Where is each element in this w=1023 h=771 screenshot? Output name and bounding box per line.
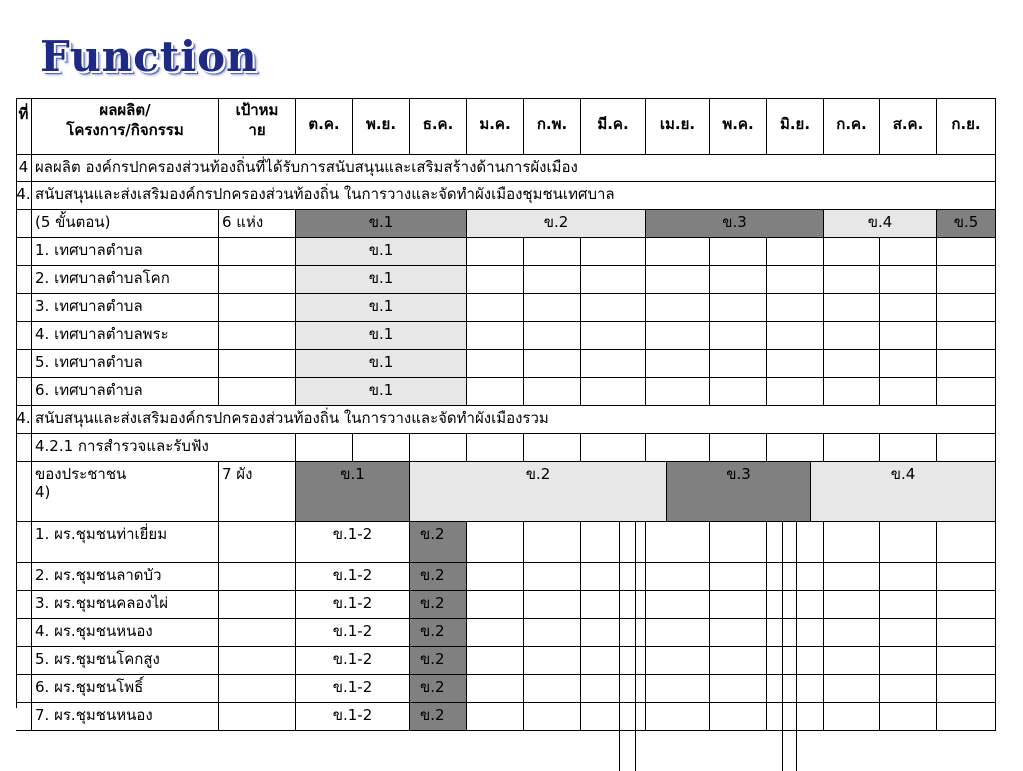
phase-bar: ข.2 [410, 675, 467, 703]
activity-label: 7. ผร.ชุมชนหนอง [32, 703, 219, 731]
target-value [219, 238, 296, 266]
month-cell [467, 563, 524, 591]
month-cell [710, 703, 767, 731]
month-cell [467, 238, 524, 266]
row-no [16, 563, 32, 591]
month-cell [646, 238, 710, 266]
month-cell [710, 563, 767, 591]
month-cell [467, 675, 524, 703]
month-cell [467, 294, 524, 322]
header-month: มิ.ย. [767, 98, 824, 155]
row-no [16, 378, 32, 406]
section-no: 4. [16, 182, 32, 210]
month-cell [767, 238, 824, 266]
target-value [219, 522, 296, 563]
month-cell [710, 647, 767, 675]
month-cell [937, 591, 996, 619]
activity-label: (5 ขั้นตอน) [32, 210, 219, 238]
month-cell [467, 378, 524, 406]
month-cell [646, 350, 710, 378]
header-month: พ.ย. [353, 98, 410, 155]
phase-bar: ข.5 [937, 210, 996, 238]
header-month: ต.ค. [296, 98, 353, 155]
month-cell [937, 434, 996, 462]
month-cell [467, 322, 524, 350]
month-cell [467, 619, 524, 647]
row-no [16, 591, 32, 619]
month-cell [467, 591, 524, 619]
phase-bar: ข.3 [646, 210, 824, 238]
month-cell [880, 294, 937, 322]
month-cell [581, 294, 646, 322]
phase-bar: ข.1 [296, 210, 467, 238]
row-no [16, 675, 32, 703]
phase-bar: ข.2 [467, 210, 646, 238]
month-cell [880, 434, 937, 462]
month-cell [581, 703, 646, 731]
header-month: เม.ย. [646, 98, 710, 155]
phase-bar: ข.2 [410, 647, 467, 675]
month-cell [937, 522, 996, 563]
section-activity-title: สนับสนุนและส่งเสริมองค์กรปกครองส่วนท้องถิ่น ในการวางและจัดทำผังเมืองรวม [32, 406, 996, 434]
phase-bar: ข.2 [410, 619, 467, 647]
month-cell [581, 378, 646, 406]
month-cell [581, 675, 646, 703]
month-cell [646, 378, 710, 406]
target-value [219, 266, 296, 294]
header-output-line2: โครงการ/กิจกรรม [66, 121, 184, 139]
activity-label: 6. เทศบาลตำบล [32, 378, 219, 406]
header-month: ก.ค. [824, 98, 880, 155]
activity-label: 5. เทศบาลตำบล [32, 350, 219, 378]
activity-label: 6. ผร.ชุมชนโพธิ์ [32, 675, 219, 703]
month-cell [646, 619, 710, 647]
month-cell [646, 522, 710, 563]
month-cell [710, 591, 767, 619]
phase-cell: ข.1-2 [296, 703, 410, 731]
month-cell [524, 591, 581, 619]
phase-bar: ข.2 [410, 563, 467, 591]
month-cell [581, 238, 646, 266]
month-cell [767, 294, 824, 322]
phase-bar: ข.1 [296, 322, 467, 350]
phase-bar: ข.2 [410, 522, 467, 563]
month-cell [824, 563, 880, 591]
month-cell [524, 647, 581, 675]
month-cell [524, 434, 581, 462]
month-cell [824, 322, 880, 350]
month-cell [581, 647, 646, 675]
row-no [16, 294, 32, 322]
target-value [219, 647, 296, 675]
section-no: 4 [16, 155, 32, 182]
month-cell [880, 350, 937, 378]
activity-label: 4.2.1 การสำรวจและรับฟัง [32, 434, 296, 462]
phase-cell: ข.1-2 [296, 675, 410, 703]
target-value [219, 563, 296, 591]
month-cell [524, 675, 581, 703]
header-target [219, 98, 296, 155]
header-month: ส.ค. [880, 98, 937, 155]
row-no [16, 238, 32, 266]
row-no [16, 350, 32, 378]
phase-cell: ข.1-2 [296, 591, 410, 619]
activity-label [32, 462, 219, 522]
row-no [16, 619, 32, 647]
month-cell [710, 434, 767, 462]
month-cell [937, 294, 996, 322]
month-cell [824, 675, 880, 703]
month-cell [710, 350, 767, 378]
month-cell [353, 434, 410, 462]
month-cell [937, 322, 996, 350]
activity-label: 1. ผร.ชุมชนท่าเยี่ยม [32, 522, 219, 563]
phase-bar: ข.1 [296, 266, 467, 294]
phase-bar: ข.2 [410, 591, 467, 619]
month-cell [937, 563, 996, 591]
week-divider-line [635, 522, 636, 771]
month-cell [710, 378, 767, 406]
month-cell [880, 378, 937, 406]
month-cell [467, 434, 524, 462]
header-month: ก.พ. [524, 98, 581, 155]
month-cell [824, 434, 880, 462]
phase-bar: ข.2 [410, 462, 667, 522]
people-row-label-line2: 4) [35, 483, 51, 501]
month-cell [937, 703, 996, 731]
month-cell [410, 434, 467, 462]
month-cell [467, 703, 524, 731]
month-cell [524, 350, 581, 378]
activity-label: 2. เทศบาลตำบลโคก [32, 266, 219, 294]
month-cell [524, 294, 581, 322]
month-cell [581, 350, 646, 378]
month-cell [880, 266, 937, 294]
month-cell [646, 703, 710, 731]
month-cell [710, 675, 767, 703]
header-month: ม.ค. [467, 98, 524, 155]
target-value: 6 แห่ง [219, 210, 296, 238]
section-activity-title: สนับสนุนและส่งเสริมองค์กรปกครองส่วนท้องถิ่น ในการวางและจัดทำผังเมืองชุมชนเทศบาล [32, 182, 996, 210]
row-no [16, 522, 32, 563]
header-target-line2: าย [248, 121, 266, 139]
header-month: ก.ย. [937, 98, 996, 155]
row-no [16, 322, 32, 350]
phase-cell: ข.1-2 [296, 563, 410, 591]
phase-bar: ข.3 [667, 462, 811, 522]
phase-bar: ข.4 [824, 210, 937, 238]
phase-bar: ข.1 [296, 350, 467, 378]
month-cell [710, 522, 767, 563]
month-cell [646, 591, 710, 619]
month-cell [710, 294, 767, 322]
month-cell [937, 266, 996, 294]
month-cell [524, 703, 581, 731]
month-cell [824, 647, 880, 675]
row-no [16, 647, 32, 675]
page-title: Function [40, 32, 258, 81]
schedule-table [16, 98, 996, 724]
month-cell [710, 322, 767, 350]
phase-bar: ข.1 [296, 238, 467, 266]
week-divider-line [619, 522, 620, 771]
month-cell [710, 266, 767, 294]
month-cell [880, 675, 937, 703]
month-cell [581, 322, 646, 350]
month-cell [524, 266, 581, 294]
section-output-title: ผลผลิต องค์กรปกครองส่วนท้องถิ่นที่ได้รับการสนับสนุนและเสริมสร้างด้านการผังเมือง [32, 155, 996, 182]
activity-label: 5. ผร.ชุมชนโคกสูง [32, 647, 219, 675]
month-cell [880, 522, 937, 563]
activity-label: 4. ผร.ชุมชนหนอง [32, 619, 219, 647]
month-cell [880, 238, 937, 266]
month-cell [581, 434, 646, 462]
month-cell [467, 647, 524, 675]
month-cell [581, 563, 646, 591]
phase-bar: ข.1 [296, 378, 467, 406]
month-cell [581, 266, 646, 294]
month-cell [880, 322, 937, 350]
month-cell [937, 378, 996, 406]
target-value [219, 675, 296, 703]
month-cell [880, 619, 937, 647]
header-month: พ.ค. [710, 98, 767, 155]
month-cell [524, 563, 581, 591]
target-value [219, 378, 296, 406]
month-cell [767, 434, 824, 462]
week-divider-line [782, 522, 783, 771]
month-cell [710, 619, 767, 647]
month-cell [767, 350, 824, 378]
header-target-line1: เป้าหม [235, 101, 279, 119]
month-cell [646, 434, 710, 462]
month-cell [767, 322, 824, 350]
month-cell [646, 675, 710, 703]
month-cell [467, 350, 524, 378]
month-cell [524, 378, 581, 406]
month-cell [581, 591, 646, 619]
target-value [219, 294, 296, 322]
month-cell [824, 619, 880, 647]
month-cell [937, 619, 996, 647]
target-value: 7 ผัง [219, 462, 296, 522]
month-cell [880, 703, 937, 731]
month-cell [646, 322, 710, 350]
month-cell [581, 619, 646, 647]
header-output [32, 98, 219, 155]
month-cell [581, 522, 646, 563]
section-no: 4. [16, 406, 32, 434]
phase-bar: ข.1 [296, 462, 410, 522]
month-cell [524, 238, 581, 266]
target-value [219, 322, 296, 350]
phase-bar: ข.1 [296, 294, 467, 322]
month-cell [767, 378, 824, 406]
header-no: ที่ [16, 98, 32, 155]
month-cell [937, 238, 996, 266]
month-cell [824, 522, 880, 563]
month-cell [937, 647, 996, 675]
row-no [16, 462, 32, 522]
month-cell [646, 294, 710, 322]
people-row-label-line1: ของประชาชน [35, 465, 127, 483]
header-output-line1: ผลผลิต/ [99, 101, 151, 119]
activity-label: 2. ผร.ชุมชนลาดบัว [32, 563, 219, 591]
month-cell [937, 350, 996, 378]
activity-label: 4. เทศบาลตำบลพระ [32, 322, 219, 350]
row-no [16, 434, 32, 462]
month-cell [524, 522, 581, 563]
row-no [16, 266, 32, 294]
month-cell [710, 238, 767, 266]
month-cell [646, 563, 710, 591]
month-cell [824, 266, 880, 294]
month-cell [767, 266, 824, 294]
activity-label: 1. เทศบาลตำบล [32, 238, 219, 266]
row-no [16, 703, 32, 731]
header-month: มี.ค. [581, 98, 646, 155]
month-cell [646, 266, 710, 294]
target-value [219, 350, 296, 378]
month-cell [824, 350, 880, 378]
month-cell [524, 619, 581, 647]
month-cell [824, 294, 880, 322]
month-cell [880, 647, 937, 675]
phase-cell: ข.1-2 [296, 619, 410, 647]
phase-cell: ข.1-2 [296, 522, 410, 563]
target-value [219, 703, 296, 731]
month-cell [467, 266, 524, 294]
month-cell [824, 591, 880, 619]
phase-cell: ข.1-2 [296, 647, 410, 675]
month-cell [824, 703, 880, 731]
month-cell [467, 522, 524, 563]
month-cell [824, 378, 880, 406]
week-divider-line [796, 522, 797, 771]
month-cell [937, 675, 996, 703]
activity-label: 3. เทศบาลตำบล [32, 294, 219, 322]
target-value [219, 619, 296, 647]
row-no [16, 210, 32, 238]
phase-bar: ข.4 [811, 462, 996, 522]
month-cell [880, 591, 937, 619]
target-value [219, 591, 296, 619]
month-cell [524, 322, 581, 350]
activity-label: 3. ผร.ชุมชนคลองไผ่ [32, 591, 219, 619]
month-cell [646, 647, 710, 675]
month-cell [880, 563, 937, 591]
header-month: ธ.ค. [410, 98, 467, 155]
month-cell [296, 434, 353, 462]
month-cell [824, 238, 880, 266]
phase-bar: ข.2 [410, 703, 467, 731]
